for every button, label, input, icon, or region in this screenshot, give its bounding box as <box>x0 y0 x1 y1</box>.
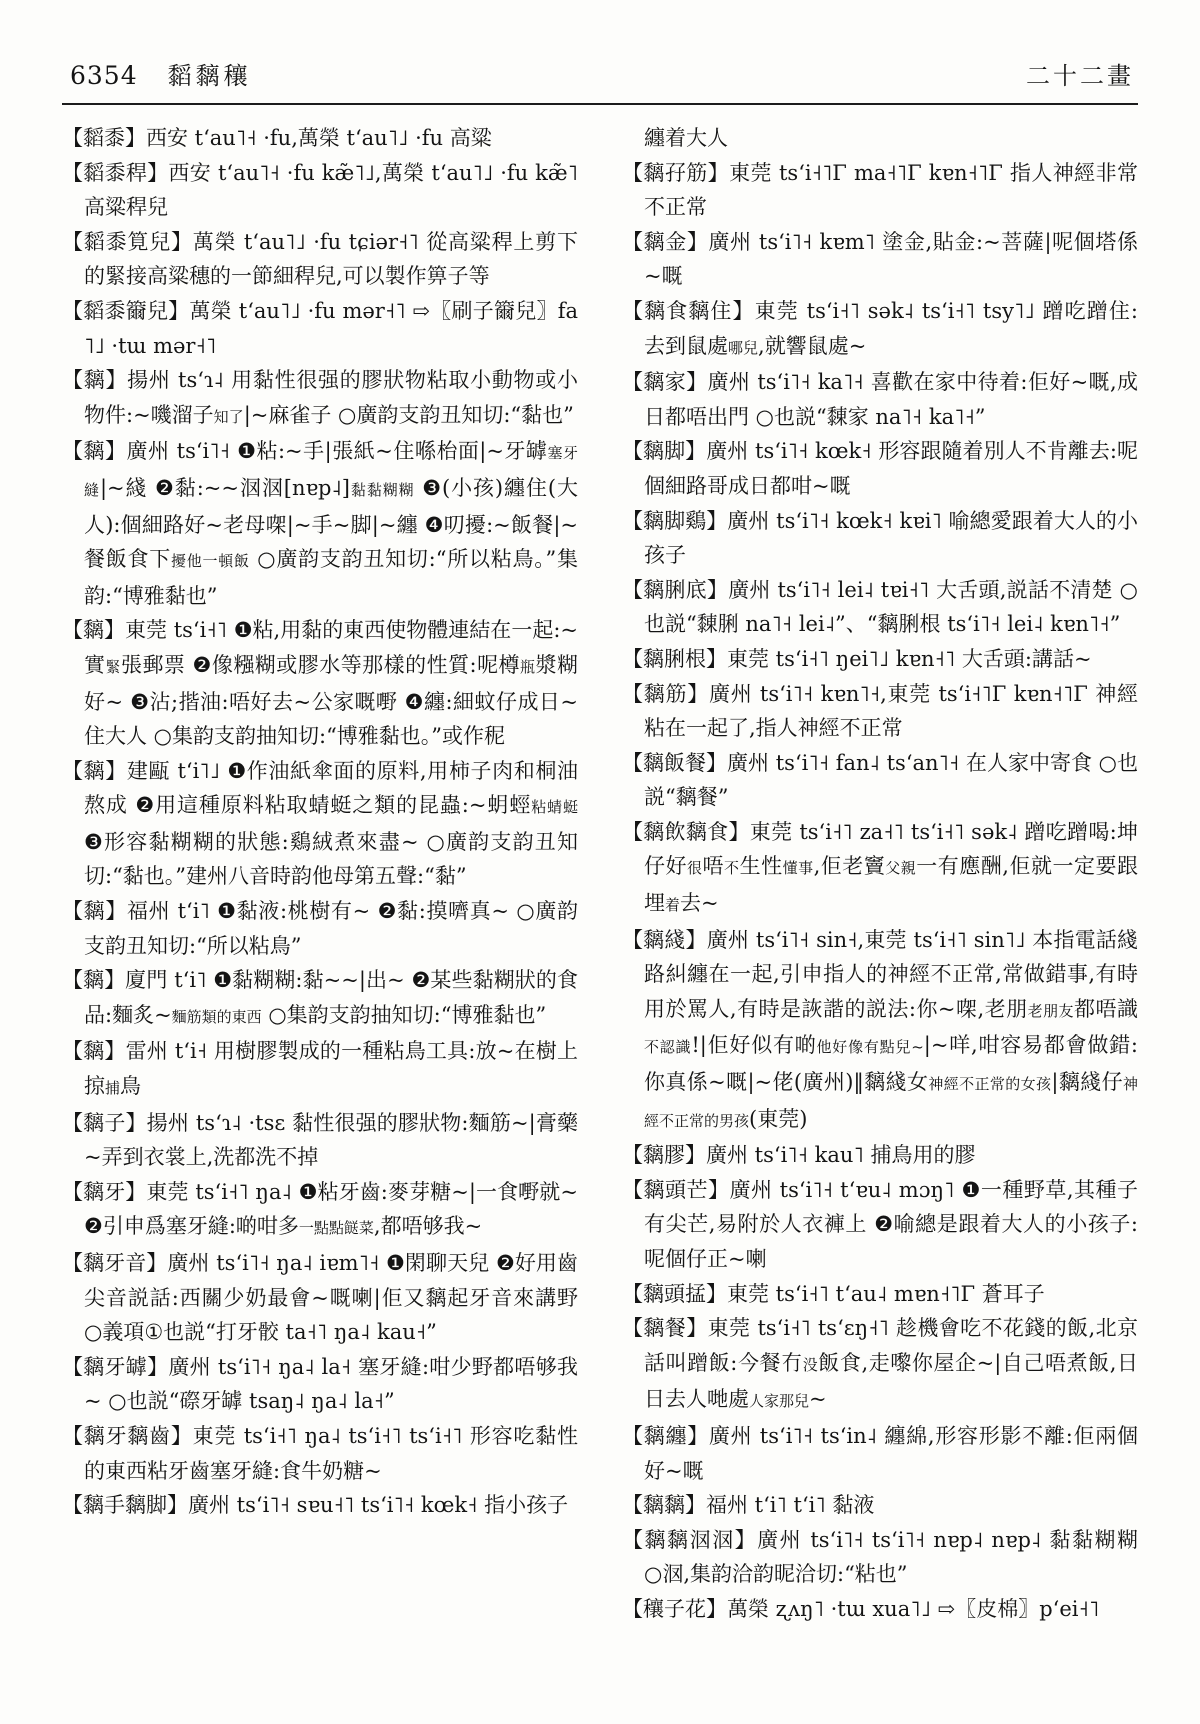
gloss-small: 父親 <box>885 859 917 878</box>
entry-text: 【黐食黐住】東莞 tsʻi˧˥ sək˨ tsʻi˧˥ tsy˥˩ 蹭吃蹭住:去到鼠處 <box>622 298 1138 358</box>
entry-text: 【黐】建甌 tʻi˥˩ ❶作油紙傘面的原料,用柿子肉和桐油熬成 ❷用這種原料粘取蜻蜓之類的昆蟲:~蚏蛵 <box>62 758 578 818</box>
dictionary-entry <box>622 225 1138 294</box>
gloss-small: 不 <box>724 859 740 878</box>
dictionary-entry <box>62 1350 578 1419</box>
dictionary-entry <box>62 1246 578 1350</box>
entry-text: 【黐餐】東莞 tsʻi˧˥ tsʻɛŋ˧˥ 趁機會吃不花錢的飯,北京話叫蹭飯:今餐冇 <box>622 1316 1138 1375</box>
dictionary-entry <box>622 923 1138 1139</box>
dictionary-entry <box>62 121 578 156</box>
entry-text: ○廣韵支韵丑知切:“所以粘鳥。”集韵:“博雅黏也” <box>84 547 578 608</box>
dictionary-entry <box>62 363 578 434</box>
gloss-small: 神經不正常的男孩 <box>644 1075 1138 1130</box>
gloss-small: 緊 <box>105 657 121 676</box>
dictionary-entry <box>622 746 1138 815</box>
entry-text: 【黐子】揚州 tsʻɿ˨ ·tsɛ 黏性很强的膠狀物:麵筋~|膏藥~弄到衣裳上,洗都洗不掉 <box>62 1110 578 1170</box>
dictionary-entry <box>622 294 1138 365</box>
entry-text: 【䵚黍稈】西安 tʻau˥˧ ·fu kæ̃˥˩,萬榮 tʻau˥˩ ·fu kæ̃˥ 高粱稈兒 <box>62 160 578 220</box>
gloss-small: 懂事 <box>782 859 814 878</box>
entry-text: (東莞) <box>749 1106 808 1131</box>
page-header-left <box>70 56 252 91</box>
gloss-small: 塞牙縫 <box>84 444 578 499</box>
header-rule <box>62 103 1138 105</box>
dictionary-entry <box>62 294 578 363</box>
entry-text: 【黐】廣州 tsʻi˥˧ ❶粘:~手|張紙~住喺枱面|~牙罅 <box>62 439 548 464</box>
page-header <box>62 56 1138 91</box>
gloss-small: 着 <box>665 896 681 915</box>
dictionary-entry <box>622 642 1138 677</box>
entry-text: 【黐牙音】廣州 tsʻi˥˧ ŋa˨ iɐm˥˧ ❶閑聊天兒 ❷好用齒尖音説話:西關少奶最會~嘅喇|佢又黐起牙音來講野 ○義項①也説“打牙骹 ta˧˥ ŋa˨ kau˧” <box>62 1251 578 1345</box>
entry-text: 【黐家】廣州 tsʻi˥˧ ka˥˧ 喜歡在家中待着:佢好~嘅,成日都唔出門 ○也説“䵔家 na˥˧ ka˥˧” <box>622 370 1138 429</box>
entry-text: 【黐頭芒】廣州 tsʻi˥˧ tʻɐu˨ mɔŋ˥ ❶一種野草,其種子有尖芒,易附於人衣褲上 ❷喻總是跟着大人的小孩子:呢個仔正~喇 <box>622 1177 1138 1271</box>
entry-text: 去~ <box>680 891 719 916</box>
entry-text: 【黐脚鷄】廣州 tsʻi˥˧ kœk˧ kɐi˥ 喻總愛跟着大人的小孩子 <box>622 508 1138 568</box>
entry-text: 生性 <box>739 854 783 879</box>
gloss-small: 他好像有點兒~ <box>816 1038 924 1057</box>
entry-text: 【黐脷根】東莞 tsʻi˧˥ ŋei˥˩ kɐn˧˥ 大舌頭:講話~ <box>622 646 1092 671</box>
entry-continuation <box>622 121 1138 156</box>
gloss-small: 瓶 <box>520 657 536 676</box>
entry-text: 【黐】廈門 tʻi˥ ❶黏糊糊:黏~~|出~ ❷某些黏糊狀的食品:麵炙~ <box>62 968 578 1027</box>
entry-text: 飯食,走嚟你屋企~|自己唔煮飯,日日去人哋處 <box>644 1350 1138 1412</box>
entry-text: ~ <box>809 1387 827 1412</box>
entry-text: 纏着大人 <box>644 126 728 150</box>
entry-text: ❸形容黏糊糊的狀態:鷄絨煮來盡~ ○廣韵支韵丑知切:“黏也。”建州八音時韵他母第五聲:“黏” <box>84 829 578 889</box>
gloss-small: 一點點餸菜 <box>298 1219 374 1238</box>
entry-text: 【䵚黍】西安 tʻau˥˧ ·fu,萬榮 tʻau˥˩ ·fu 高粱 <box>62 126 492 150</box>
stroke-section-label: 二十二畫 <box>1026 62 1134 90</box>
entry-text: 【黐黐𣲷𣲷】廣州 tsʻi˥˧ tsʻi˥˧ nɐp˨ nɐp˨ 黏黏糊糊 ○𣲷,集韵洽韵昵洽切:“粘也” <box>622 1527 1138 1587</box>
dictionary-entry <box>622 1311 1138 1419</box>
entry-text: 【黐脷底】廣州 tsʻi˥˧ lei˨ tɐi˧˥ 大舌頭,説話不清楚 ○也説“䵔脷 na˥˧ lei˨”、“黐脷根 tsʻi˥˧ lei˨ kɐn˥˧” <box>622 577 1138 637</box>
entry-text: 【黐手黐脚】廣州 tsʻi˥˧ sɐu˧˥ tsʻi˥˧ kœk˧ 指小孩子 <box>62 1493 569 1518</box>
entry-text: 【穰子花】萬榮 ʐʌŋ˥ ·tɯ xua˥˩ ⇨〖皮棉〗pʻei˧˥ <box>622 1596 1100 1621</box>
page-number: 6354 <box>70 61 138 90</box>
entry-text: 【黐筋】廣州 tsʻi˥˧ kɐn˥˧,東莞 tsʻi˧˥Γ kɐn˧˥Γ 神經粘在一起了,指人神經不正常 <box>622 681 1138 741</box>
dictionary-entry <box>622 1173 1138 1277</box>
entry-text: 漿糊好~ ❸沾;揩油:唔好去~公家嘅嘢 ❹纏:細蚊仔成日~住大人 ○集韵支韵抽知切:“博雅黏也。”或作秜 <box>84 652 579 749</box>
dictionary-entry <box>622 156 1138 225</box>
gloss-small: 知了 <box>213 407 244 426</box>
entry-text: |~綫 ❷黏:~~𣲷𣲷[nɐp˨] <box>99 475 350 500</box>
dictionary-entry <box>62 613 578 753</box>
dictionary-entry <box>62 225 578 294</box>
entry-text: 一有應酬,佢就一定要跟埋 <box>644 854 1138 916</box>
entry-text: !|佢好似有啲 <box>691 1033 817 1058</box>
dictionary-entry <box>622 1138 1138 1173</box>
dictionary-entry <box>62 434 578 613</box>
dictionary-entry <box>62 894 578 963</box>
entry-text: 【黐】雷州 tʻi˧ 用樹膠製成的一種粘鳥工具:放~在樹上掠 <box>62 1039 578 1099</box>
dictionary-entry <box>62 963 578 1034</box>
entry-text: 【黐脚】廣州 tsʻi˥˧ kœk˧ 形容跟隨着別人不肯離去:呢個細路哥成日都咁~嘅 <box>622 439 1138 498</box>
entry-text: 【黐纏】廣州 tsʻi˥˧ tsʻin˨ 纏綿,形容形影不離:佢兩個好~嘅 <box>622 1423 1138 1483</box>
guide-words: 䵚黐穰 <box>167 62 252 90</box>
entry-text: 【黐牙罅】廣州 tsʻi˥˧ ŋa˨ la˧ 塞牙縫:咁少野都唔够我~ ○也説“磜牙罅 tsaŋ˨ ŋa˨ la˧” <box>62 1354 578 1414</box>
dictionary-entry <box>622 434 1138 503</box>
entry-text: 【黐頭掹】東莞 tsʻi˧˥ tʻau˨ mɐn˧˥Γ 蒼耳子 <box>622 1281 1045 1306</box>
entry-text: ,佢老竇 <box>813 854 886 879</box>
entry-text: |~麻雀子 ○廣韵支韵丑知切:“黏也” <box>243 402 574 427</box>
entry-text: 【黐金】廣州 tsʻi˥˧ kɐm˥ 塗金,貼金:~菩薩|呢個塔係~嘅 <box>622 229 1138 289</box>
dictionary-entry <box>62 1488 578 1523</box>
dictionary-entry <box>62 754 578 894</box>
entry-text: 【黐飲黐食】東莞 tsʻi˧˥ za˧˥ tsʻi˧˥ sək˨ 蹭吃蹭喝:坤仔好 <box>622 819 1138 879</box>
entry-text: 【黐】東莞 tsʻi˧˥ ❶粘,用黏的東西使物體連結在一起:~實 <box>62 618 578 677</box>
dictionary-entry <box>622 1277 1138 1312</box>
dictionary-entry <box>622 1419 1138 1488</box>
entry-text: 【䵚黍籋兒】萬榮 tʻau˥˩ ·fu mər˧˥ ⇨〖刷子籋兒〗fa˥˩ ·tɯ mər˧˥ <box>62 298 578 358</box>
entry-text: 【䵚黍筧兒】萬榮 tʻau˥˩ ·fu tɕiər˧˥ 從高粱稈上剪下的緊接高粱穗的一節細稈兒,可以製作箅子等 <box>62 229 578 289</box>
entry-text: ○集韵支韵抽知切:“博雅黏也” <box>261 1002 547 1027</box>
entry-text: |~咩,咁容易都會做錯:你真係~嘅|~佬(廣州)‖黐綫女 <box>644 1033 1138 1095</box>
entry-text: 【黐孖筋】東莞 tsʻi˧˥Γ ma˧˥Γ kɐn˧˥Γ 指人神經非常不正常 <box>622 160 1138 220</box>
dictionary-entry <box>622 677 1138 746</box>
dictionary-entry <box>62 1106 578 1175</box>
entry-text: 【黐】揚州 tsʻɿ˨ 用黏性很强的膠狀物粘取小動物或小物件:~嘰溜子 <box>62 368 578 427</box>
dictionary-entry <box>622 573 1138 642</box>
dictionary-entry <box>622 1523 1138 1592</box>
entry-text: 都唔識 <box>1074 996 1138 1021</box>
dictionary-entry <box>622 1488 1138 1523</box>
text-columns <box>62 121 1138 1627</box>
gloss-small: 人家那兒 <box>749 1392 810 1411</box>
right-column <box>622 121 1138 1627</box>
gloss-small: 麵筋類的東西 <box>171 1007 262 1026</box>
entry-text: ,都唔够我~ <box>373 1214 483 1239</box>
gloss-small: 不認識 <box>644 1038 692 1057</box>
entry-text: ❸(小孩)纏住(大人):個細路好~老母㗎|~手~脚|~纏 ❹叨擾:~飯餐|~餐飯食下 <box>84 475 578 572</box>
gloss-small: 很 <box>687 859 703 878</box>
entry-text: 【黐綫】廣州 tsʻi˥˧ sin˧,東莞 tsʻi˧˥ sin˥˩ 本指電話綫路糾纏在一起,引申指人的神經不正常,常做錯事,有時用於罵人,有時是詼諧的説法:你~㗎,老朋 <box>622 927 1138 1021</box>
gloss-small: 擾他一頓飯 <box>171 552 250 571</box>
entry-text: 唔 <box>702 854 725 879</box>
dictionary-entry <box>62 1419 578 1488</box>
entry-text: ,就響鼠處~ <box>758 333 867 358</box>
dictionary-entry <box>622 815 1138 923</box>
dictionary-entry <box>622 365 1138 434</box>
dictionary-entry <box>622 1592 1138 1627</box>
gloss-small: 老朋友 <box>1027 1001 1075 1020</box>
dictionary-entry <box>62 1034 578 1105</box>
entry-text: 【黐膠】廣州 tsʻi˥˧ kau˥ 捕鳥用的膠 <box>622 1143 976 1168</box>
entry-text: 【黐】福州 tʻi˥ ❶黏液:桃樹有~ ❷黏:摸嚌真~ ○廣韵支韵丑知切:“所以粘鳥” <box>62 899 578 958</box>
entry-text: 【黐牙】東莞 tsʻi˧˥ ŋa˨ ❶粘牙齒:麥芽糖~|一食嘢就~ ❷引申爲塞牙縫:啲咁多 <box>62 1179 578 1239</box>
gloss-small: 捕 <box>105 1079 121 1098</box>
gloss-small: 黏黏糊糊 <box>349 480 415 499</box>
dictionary-entry <box>622 504 1138 573</box>
dictionary-entry <box>62 156 578 225</box>
gloss-small: 神經不正常的女孩 <box>928 1075 1052 1094</box>
entry-text: |黐綫仔 <box>1051 1070 1123 1095</box>
entry-text: 【黐飯餐】廣州 tsʻi˥˧ fan˨ tsʻan˥˧ 在人家中寄食 ○也説“黐餐” <box>622 750 1138 810</box>
gloss-small: 没 <box>802 1355 819 1374</box>
left-column <box>62 121 578 1627</box>
entry-text: 【黐牙黐齒】東莞 tsʻi˧˥ ŋa˨ tsʻi˧˥ tsʻi˧˥ 形容吃黏性的東西粘牙齒塞牙縫:食牛奶糖~ <box>62 1423 578 1483</box>
entry-text: 鳥 <box>120 1074 142 1099</box>
gloss-small: 粘蜻蜓 <box>531 798 578 817</box>
entry-text: 張郵票 ❷像糨糊或膠水等那樣的性質:呢樽 <box>120 652 521 677</box>
dictionary-entry <box>62 1175 578 1246</box>
gloss-small: 哪兒 <box>728 338 759 357</box>
entry-text: 【黐黐】福州 tʻi˥ tʻi˥ 黏液 <box>622 1493 875 1518</box>
